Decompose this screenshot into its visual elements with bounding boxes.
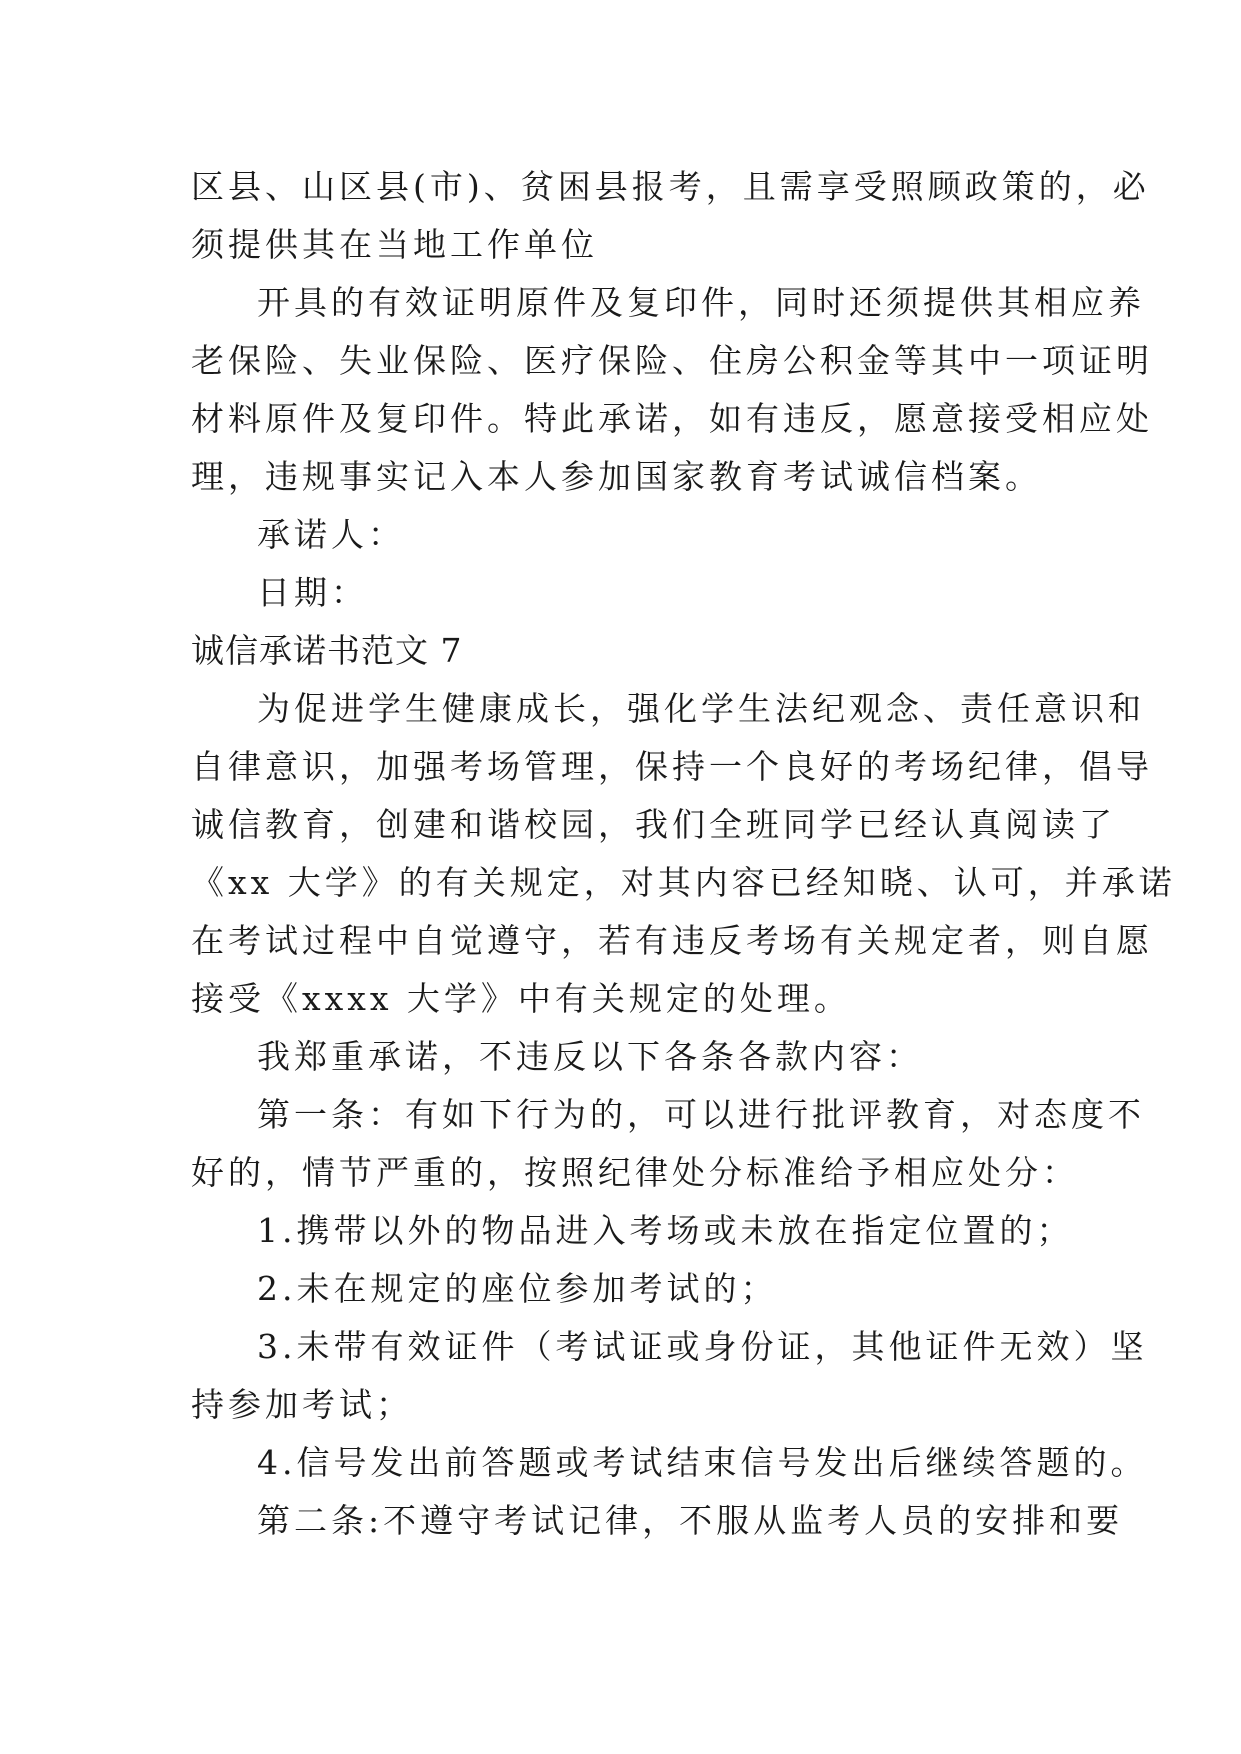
body-line: 诚信教育，创建和谐校园，我们全班同学已经认真阅读了 [191,805,1116,844]
list-item: 4.信号发出前答题或考试结束信号发出后继续答题的。 [257,1443,1148,1482]
article-line: 第二条:不遵守考试记律，不服从监考人员的安排和要 [257,1501,1124,1540]
article-line: 好的，情节严重的，按照纪律处分标准给予相应处分： [191,1153,1079,1192]
list-item: 3.未带有效证件（考试证或身份证，其他证件无效）坚 [257,1327,1148,1366]
signatory-label: 承诺人： [257,515,405,554]
body-line: 材料原件及复印件。特此承诺，如有违反，愿意接受相应处 [191,399,1153,438]
body-line: 须提供其在当地工作单位 [191,225,598,264]
body-line: 《xx 大学》的有关规定，对其内容已经知晓、认可，并承诺 [191,863,1176,902]
list-item: 2.未在规定的座位参加考试的； [257,1269,778,1308]
date-label: 日期： [257,573,368,612]
body-line: 理，违规事实记入本人参加国家教育考试诚信档案。 [191,457,1042,496]
body-line: 老保险、失业保险、医疗保险、住房公积金等其中一项证明 [191,341,1153,380]
body-line: 在考试过程中自觉遵守，若有违反考场有关规定者，则自愿 [191,921,1153,960]
article-line: 第一条：有如下行为的，可以进行批评教育，对态度不 [257,1095,1145,1134]
body-line: 为促进学生健康成长，强化学生法纪观念、责任意识和 [257,689,1145,728]
document-body [191,158,1176,1550]
body-line: 自律意识，加强考场管理，保持一个良好的考场纪律，倡导 [191,747,1153,786]
list-item: 持参加考试； [191,1385,413,1424]
section-heading: 诚信承诺书范文 7 [191,631,463,670]
body-line: 接受《xxxx 大学》中有关规定的处理。 [191,979,851,1018]
body-line: 开具的有效证明原件及复印件，同时还须提供其相应养 [257,283,1145,322]
list-item: 1.携带以外的物品进入考场或未放在指定位置的； [257,1211,1074,1250]
body-line: 区县、山区县(市)、贫困县报考，且需享受照顾政策的，必 [191,167,1150,206]
body-line: 我郑重承诺，不违反以下各条各款内容： [257,1037,923,1076]
